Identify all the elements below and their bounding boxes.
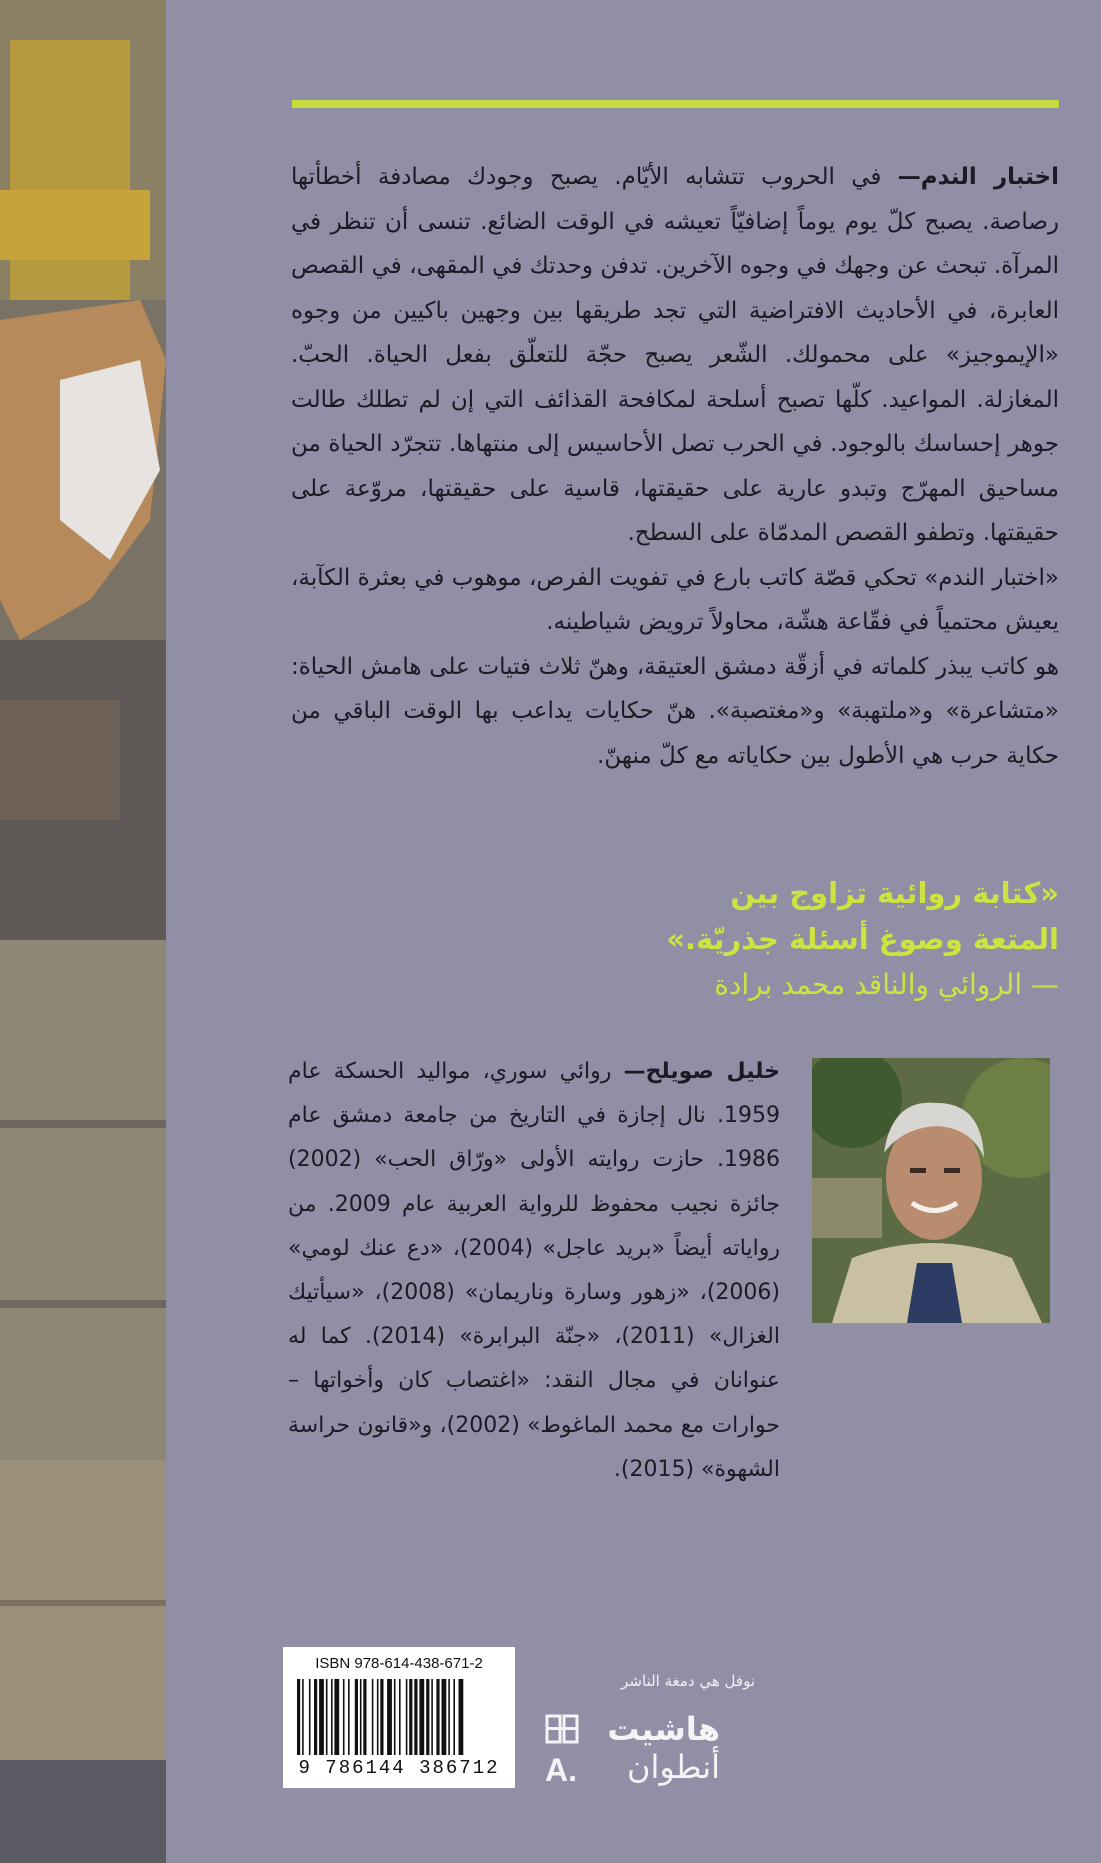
- publisher-mark-icon: [545, 1714, 579, 1744]
- barcode-bar: [334, 1679, 339, 1755]
- barcode-bar: [409, 1679, 412, 1755]
- blurb-title: اختبار الندم—: [897, 164, 1059, 190]
- barcode-bar: [380, 1679, 383, 1755]
- barcode-bar: [314, 1679, 317, 1755]
- barcode-bar: [297, 1679, 300, 1755]
- barcode-bar: [406, 1679, 408, 1755]
- quote-line-1: «كتابة روائية تزاوج بين: [730, 876, 1059, 910]
- author-photo: [812, 1058, 1050, 1323]
- barcode-bar: [363, 1679, 366, 1755]
- isbn-label: ISBN 978-614-438-671-2: [315, 1655, 483, 1672]
- publisher-letter-mark: A.: [545, 1752, 577, 1788]
- barcode-bars: [297, 1679, 501, 1755]
- barcode-bar: [309, 1679, 311, 1755]
- blurb-paragraph-1: اختبار الندم— في الحروب تتشابه الأيّام. يصبح وجودك مصادفة أخطأتها رصاصة. يصبح كلّ يوم يوماً إضافيّاً تعيشه في الوقت الضائع. تنسى أن تنظر في المرآة. تبحث عن وجهك في وجوه الآخرين. تدفن وحدتك في المقهى، في القصص العابرة، في الأحاديث الافتراضية التي تجد طريقها بين وجهين باكيين من وجوه «الإيموجيز» على محمولك. الشّعر يصبح حجّة للتعلّق بفعل الحياة. الحبّ. المغازلة. المواعيد. كلّها تصبح أسلحة لمكافحة القذائف التي إن لم تطلك طالت جوهر إحساسك بالوجود. في الحرب تصل الأحاسيس إلى منتهاها. تتجرّد الحياة من مساحيق المهرّج وتبدو عارية على حقيقتها، قاسية على حقيقتها، مروّعة على حقيقتها. وتطفو القصص المدمّاة على السطح.: [291, 164, 1059, 546]
- accent-rule: [292, 100, 1059, 108]
- barcode-bar: [302, 1679, 304, 1755]
- barcode-bar: [348, 1679, 350, 1755]
- barcode-bar: [459, 1679, 464, 1755]
- blurb-paragraph-3: هو كاتب يبذر كلماته في أزقّة دمشق العتيقة، وهنّ ثلاث فتيات على هامش الحياة: «متشاعرة» و«ملتهبة» و«مغتصبة». هنّ حكايات يداعب بها الوقت الباقي من حكاية حرب هي الأطول بين حكاياته مع كلّ منهنّ.: [291, 653, 1059, 769]
- publisher-name-1: هاشيت: [607, 1710, 720, 1748]
- quote-line-2: المتعة وصوغ أسئلة جذريّة.»: [666, 922, 1059, 956]
- wall-photo: [0, 0, 166, 1863]
- barcode: [283, 1647, 515, 1788]
- barcode-bar: [419, 1679, 424, 1755]
- blurb-paragraph-2: «اختبار الندم» تحكي قصّة كاتب بارع في تفويت الفرص، موهوب في بعثرة الكآبة، يعيش محتمياً في فقّاعة هشّة، محاولاً ترويض شياطينه.: [291, 564, 1059, 635]
- barcode-bar: [431, 1679, 433, 1755]
- barcode-bar: [442, 1679, 447, 1755]
- barcode-bar: [377, 1679, 379, 1755]
- barcode-bar: [414, 1679, 417, 1755]
- barcode-bar: [372, 1679, 374, 1755]
- barcode-bar: [331, 1679, 333, 1755]
- publisher-name-2: أنطوان: [627, 1748, 720, 1786]
- barcode-bar: [436, 1679, 439, 1755]
- review-quote: [259, 870, 1059, 1008]
- barcode-bar: [426, 1679, 429, 1755]
- barcode-bar: [399, 1679, 401, 1755]
- publisher-note: نوفل هي دمغة الناشر: [621, 1672, 755, 1690]
- barcode-bar: [394, 1679, 396, 1755]
- barcode-bar: [319, 1679, 324, 1755]
- book-blurb: [291, 155, 1059, 778]
- barcode-bar: [343, 1679, 345, 1755]
- barcode-bar: [360, 1679, 362, 1755]
- barcode-bar: [387, 1679, 392, 1755]
- barcode-number: 9 786144 386712: [298, 1757, 500, 1779]
- author-name: خليل صويلح—: [623, 1059, 781, 1084]
- quote-attribution: — الروائي والناقد محمد برادة: [714, 968, 1059, 1001]
- barcode-bar: [355, 1679, 358, 1755]
- barcode-bar: [326, 1679, 328, 1755]
- barcode-bar: [448, 1679, 450, 1755]
- publisher-logo: [545, 1708, 720, 1788]
- author-bio: خليل صويلح— روائي سوري، مواليد الحسكة عام 1959. نال إجازة في التاريخ من جامعة دمشق عام 1986. حازت روايته الأولى «ورّاق الحب» (2002) جائزة نجيب محفوظ للرواية العربية عام 2009. من رواياته أيضاً «بريد عاجل» (2004)، «دع عنك لومي» (2006)، «زهور وسارة وناريمان» (2008)، «سيأتيك الغزال» (2011)، «جنّة البرابرة» (2014). كما له عنوانان في مجال النقد: «اغتصاب كان وأخواتها – حوارات مع محمد الماغوط» (2002)، و«قانون حراسة الشهوة» (2015).: [288, 1059, 781, 1482]
- barcode-bar: [453, 1679, 455, 1755]
